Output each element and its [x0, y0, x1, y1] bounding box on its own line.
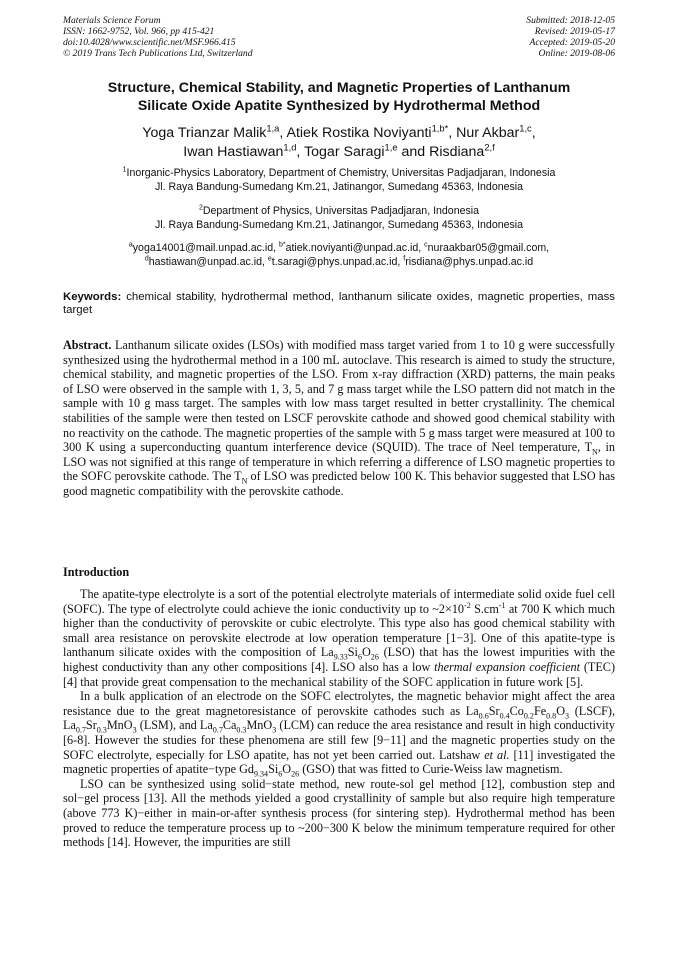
text-run: Sr [488, 703, 500, 718]
subscript: 0.4 [499, 711, 510, 721]
affiliation-1-line-1 [60, 167, 618, 181]
abstract-text: , in LSO was not signified at this range of temperature in which referring a difference of LSO magnetic properties to the SOFC perovskite cathode. The T [63, 440, 615, 484]
author-affil-mark: 1,a [266, 123, 280, 134]
subscript: 0.2 [523, 711, 534, 721]
email-address[interactable]: nuraakbar05@gmail.com, [427, 242, 550, 254]
author-affil-mark: 1,b* [431, 123, 449, 134]
text-run: Sr [85, 718, 97, 733]
author-name: Atiek Rostika Noviyanti [286, 125, 432, 141]
text-run: Co [509, 703, 524, 718]
text-run: at 700 K which much higher than the conductivity of perovskite or cubic electrolyte. This type also has good chemical stability with small area resistance on perovskite electrode at low operation temperature [1−3]. One of this apatite-type is lanthanum silicate oxides with the composition of La [63, 601, 615, 660]
paper-title [60, 80, 618, 115]
text-run: In a bulk application of an electrode on the SOFC electrolytes, the magnetic behavior might affect the area resistance due to the great magnetoresistance of perovskite cathodes such as La [63, 689, 615, 718]
email-mark: c [424, 241, 428, 249]
abstract-text: of LSO was predicted below 100 K. This behavior suggested that LSO has good magnetic compatibility with the perovskite cathode. [63, 469, 615, 498]
text-run: MnO [246, 718, 273, 733]
affiliation-text: Inorganic-Physics Laboratory, Department of Chemistry, Universitas Padjadjaran, Indonesia [126, 167, 556, 179]
email-address[interactable]: t.saragi@phys.unpad.ac.id, [271, 255, 401, 268]
subscript: 6 [357, 652, 362, 662]
intro-paragraph-1 [63, 587, 615, 689]
accepted-date: Accepted: 2019-05-20 [529, 37, 615, 48]
dates-header [526, 15, 615, 59]
text-run: [11] investigated the magnetic properties of apatite−type Gd [63, 747, 615, 777]
email-mark: f [403, 255, 406, 263]
subscript: 3 [565, 711, 570, 721]
email-line-2 [60, 256, 618, 270]
abstract-text: Lanthanum silicate oxides (LSOs) with modified mass target varied from 1 to 10 g were successfully synthesized using the hydrothermal method in a 100 mL autoclave. This research is aimed to study the structure, chemical stability, and magnetic properties of the LSO. From x-ray diffraction (XRD) patterns, the main peaks of LSO were observed in the sample with 1, 3, 5, and 7 g mass target while the LSO pattern did not match in the sample with 10 g mass target. The samples with low mass target resulted in better crystallinity. The chemical stabilities of the sample were then tested on LSCF perovskite cathode and showed good chemical stability with no reactivity on the cathode. The magnetic properties of the sample with 5 g mass target were measured at 100 to 300 K using a superconducting quantum interference device (SQUID). The trace of Neel temperature, T [63, 338, 615, 455]
subscript: N [241, 476, 248, 486]
author-name: Risdiana [429, 143, 485, 160]
author-line-1: Yoga Trianzar Malik$^{1,a}$, Atiek Rostika Noviyanti$^{1,b*}$, Nur Akbar$^{1,c}$, [142, 123, 536, 141]
text-run: O [282, 762, 292, 777]
text-run: (LSCF), La [63, 703, 615, 733]
author-name: Togar Saragi [304, 143, 385, 160]
issn-line: ISSN: 1662-9752, Vol. 966, pp 415-421 [63, 26, 215, 37]
affiliation-2-line-1 [60, 205, 618, 219]
author-name: Nur Akbar [456, 125, 520, 141]
text-run: (LSO) that has the lowest impurities with the highest conductivity than any other compositions [4]. LSO also has a low [63, 645, 615, 674]
subscript: 0.7 [212, 725, 223, 735]
subscript: 6 [278, 769, 283, 779]
subscript: 26 [370, 652, 379, 662]
keywords-label: Keywords: [63, 291, 122, 303]
text-run: (LSM), and La [136, 718, 213, 733]
author-affil-mark: 2,f [484, 141, 495, 152]
subscript: 0.3 [96, 725, 107, 735]
text-run: Ca [222, 718, 237, 733]
text-run: (GSO) that was fitted to Curie-Weiss law magnetism. [299, 762, 563, 777]
journal-name: Materials Science Forum [63, 15, 161, 26]
affiliation-1 [60, 167, 618, 194]
doi-line[interactable]: doi:10.4028/www.scientific.net/MSF.966.415 [63, 37, 236, 48]
subscript: 3 [132, 725, 137, 735]
keywords-block [63, 291, 615, 317]
introduction-heading: Introduction [63, 565, 130, 579]
superscript: -2 [464, 600, 471, 610]
email-mark: b* [278, 241, 286, 249]
copyright-line: © 2019 Trans Tech Publications Ltd, Switzerland [63, 48, 253, 59]
affiliation-2-line-2: Jl. Raya Bandung-Sumedang Km.21, Jatinangor, Sumedang 45363, Indonesia [154, 218, 524, 231]
intro-paragraph-2 [63, 689, 615, 777]
italic-term: et al. [484, 747, 510, 762]
online-date: Online: 2019-08-06 [538, 48, 615, 59]
text-run: Si [268, 762, 279, 777]
title-line-1: Structure, Chemical Stability, and Magnetic Properties of Lanthanum [107, 80, 571, 96]
author-name: Iwan Hastiawan [183, 143, 284, 160]
superscript: -1 [498, 600, 506, 610]
text-run: Fe [533, 703, 547, 718]
text-run: MnO [106, 718, 133, 733]
email-address[interactable]: yoga14001@mail.unpad.ac.id, [132, 242, 277, 254]
text-run: O [556, 703, 565, 718]
author-list [60, 124, 618, 161]
email-mark: a [128, 241, 133, 249]
subscript: 0.7 [75, 725, 86, 735]
author-affil-mark: 1,c [519, 123, 532, 134]
journal-header [63, 15, 253, 59]
text-run: S.cm [470, 601, 499, 616]
email-line-1 [60, 242, 618, 256]
text-run: Si [347, 645, 358, 660]
subscript: 0.3 [236, 725, 247, 735]
email-address[interactable]: atiek.noviyanti@unpad.ac.id, [285, 242, 422, 254]
intro-paragraph-3: LSO can be synthesized using solid−state method, new route-sol gel method [12], combustion step and sol−gel process [13]. All the methods yielded a good crystallinity of sample but also require high temperature (above 773 K)−either in main-or-after synthesis process (for sintering step). Hydrothermal method has been proved to reduce the temperature process up to ~200−300 K below the minimum temperature required for other methods [14]. However, the impurities are still [63, 776, 615, 850]
author-line-2: Iwan Hastiawan$^{1,d}$, Togar Saragi$^{1,e}$ and Risdiana$^{2,f}$ [183, 141, 495, 160]
subscript: 0.6 [478, 711, 489, 721]
email-address[interactable]: hastiawan@unpad.ac.id, [148, 255, 265, 268]
introduction-body [63, 587, 615, 850]
subscript: 26 [291, 769, 300, 779]
submitted-date: Submitted: 2018-12-05 [526, 15, 615, 26]
subscript: 9.34 [253, 769, 269, 779]
title-line-2: Silicate Oxide Apatite Synthesized by Hydrothermal Method [137, 97, 541, 114]
subscript: 0.8 [546, 711, 557, 721]
affiliation-1-line-2: Jl. Raya Bandung-Sumedang Km.21, Jatinangor, Sumedang 45363, Indonesia [154, 180, 524, 193]
affiliation-number: 2 [198, 204, 203, 212]
subscript: 9.33 [333, 652, 348, 662]
author-affil-mark: 1,d [283, 141, 297, 152]
abstract-block [63, 338, 615, 499]
subscript: 3 [272, 725, 277, 735]
italic-term: thermal expansion coefficient [434, 659, 580, 674]
revised-date: Revised: 2019-05-17 [534, 26, 615, 37]
keywords-text: chemical stability, hydrothermal method, lanthanum silicate oxides, magnetic properties, mass target [63, 291, 615, 317]
email-list [60, 242, 618, 269]
author-affil-mark: 1,e [384, 141, 398, 152]
text-run: O [361, 645, 371, 660]
text-run: (LCM) can reduce the area resistance and result in high conductivity [6-8]. However the studies for these phenomena are still few [9−11] and the magnetic properties study on the SOFC electrolyte, especially for LSO apatite, has not yet been carried out. Latshaw [63, 718, 615, 762]
text-run: (TEC) [4] that provide great compensation to the mechanical stability of the SOFC application in future work [5]. [63, 659, 615, 689]
affiliation-text: Department of Physics, Universitas Padjadjaran, Indonesia [202, 205, 480, 217]
subscript: N [592, 447, 598, 457]
text-run: The apatite-type electrolyte is a sort of the potential electrolyte materials of intermediate solid oxide fuel cell (SOFC). The type of electrolyte could achieve the ionic conductivity up to ~2×10 [63, 587, 615, 616]
author-conjunction: and [401, 143, 426, 160]
affiliation-2 [60, 205, 618, 232]
affiliation-number: 1 [122, 166, 127, 174]
email-address[interactable]: risdiana@phys.unpad.ac.id [405, 255, 534, 268]
email-mark: d [144, 255, 149, 263]
abstract-label: Abstract. [63, 338, 112, 352]
email-mark: e [267, 255, 272, 263]
author-name: Yoga Trianzar Malik [142, 125, 267, 141]
